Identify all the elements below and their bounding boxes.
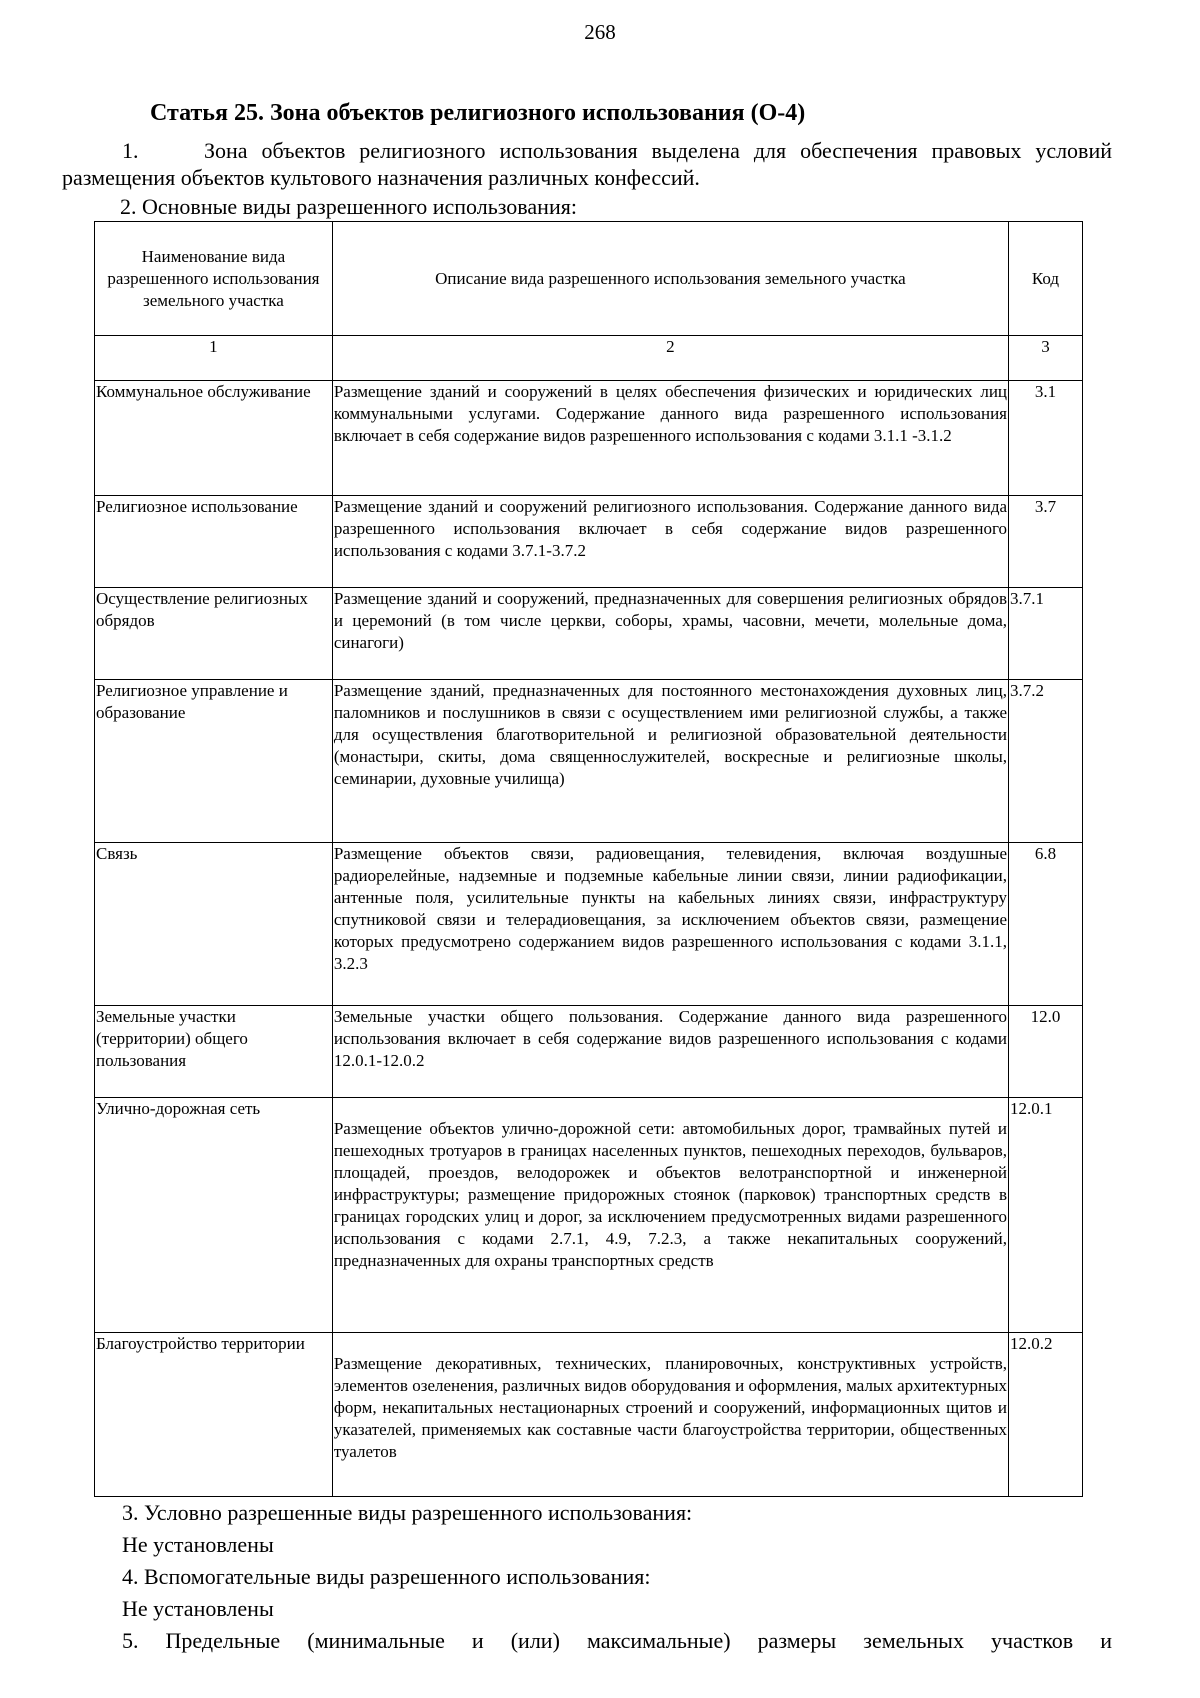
use-name: Земельные участки (территории) общего пользования [95, 1006, 333, 1098]
table-row [95, 680, 1083, 843]
paragraph-4-heading: 4. Вспомогательные виды разрешенного использования: [122, 1564, 651, 1589]
column-number: 1 [95, 336, 333, 381]
use-description: Размещение декоративных, технических, планировочных, конструктивных устройств, элементов озеленения, различных видов оборудования и оформления, малых архитектурных форм, некапитальных нестационарных строений и сооружений, информационных щитов и указателей, применяемых как составные части благоустройства территории, общественных туалетов [332, 1333, 1008, 1497]
use-description: Размещение зданий и сооружений в целях обеспечения физических и юридических лиц коммунальными услугами. Содержание данного вида разрешенного использования включает в себя содержание видов разрешенного использования с кодами 3.1.1 -3.1.2 [332, 381, 1008, 496]
use-name: Религиозное управление и образование [95, 680, 333, 843]
column-number: 2 [332, 336, 1008, 381]
table-row [95, 496, 1083, 588]
use-description: Земельные участки общего пользования. Содержание данного вида разрешенного использования включает в себя содержание видов разрешенного использования с кодами 12.0.1-12.0.2 [332, 1006, 1008, 1098]
column-number: 3 [1009, 336, 1083, 381]
table-row [95, 588, 1083, 680]
table-row [95, 381, 1083, 496]
paragraph-1-number: 1. [122, 138, 139, 163]
header-description: Описание вида разрешенного использования земельного участка [332, 222, 1008, 336]
use-name: Религиозное использование [95, 496, 333, 588]
table-row [95, 843, 1083, 1006]
table-row [95, 1333, 1083, 1497]
table-row [95, 1006, 1083, 1098]
use-description: Размещение зданий, предназначенных для постоянного местонахождения духовных лиц, паломников и послушников в связи с осуществлением ими религиозной службы, а также для осуществления благотворительной и религиозной образовательной деятельности (монастыри, скиты, дома священнослужителей, воскресные и религиозные школы, семинарии, духовные училища) [332, 680, 1008, 843]
permitted-uses-table [94, 221, 1083, 1497]
use-code: 12.0.1 [1009, 1098, 1083, 1333]
paragraph-1 [62, 137, 1112, 191]
paragraph-1-text: Зона объектов религиозного использования выделена для обеспечения правовых условий размещения объектов культового назначения различных конфессий. [62, 138, 1112, 190]
use-name: Улично-дорожная сеть [95, 1098, 333, 1333]
use-description: Размещение объектов улично-дорожной сети: автомобильных дорог, трамвайных путей и пешеходных тротуаров в границах населенных пунктов, пешеходных переходов, бульваров, площадей, проездов, велодорожек и объектов велотранспортной и инженерной инфраструктуры; размещение придорожных стоянок (парковок) транспортных средств в границах городских улиц и дорог, за исключением предусмотренных видами разрешенного использования с кодами 2.7.1, 4.9, 7.2.3, а также некапитальных сооружений, предназначенных для охраны транспортных средств [332, 1098, 1008, 1333]
use-description: Размещение зданий и сооружений, предназначенных для совершения религиозных обрядов и церемоний (в том числе церкви, соборы, храмы, часовни, мечети, молельные дома, синагоги) [332, 588, 1008, 680]
use-description: Размещение зданий и сооружений религиозного использования. Содержание данного вида разрешенного использования включает в себя содержание видов разрешенного использования с кодами 3.7.1-3.7.2 [332, 496, 1008, 588]
paragraph-3-heading: 3. Условно разрешенные виды разрешенного использования: [122, 1500, 693, 1525]
use-name: Связь [95, 843, 333, 1006]
header-name: Наименование вида разрешенного использования земельного участка [95, 222, 333, 336]
use-code: 12.0 [1009, 1006, 1083, 1098]
table-header-row [95, 222, 1083, 336]
use-code: 3.1 [1009, 381, 1083, 496]
use-name: Коммунальное обслуживание [95, 381, 333, 496]
paragraph-3-value: Не установлены [122, 1532, 274, 1557]
paragraph-5-heading: 5. Предельные (минимальные и (или) максимальные) размеры земельных участков и [122, 1628, 1112, 1653]
use-code: 3.7.2 [1009, 680, 1083, 843]
use-code: 3.7.1 [1009, 588, 1083, 680]
header-code: Код [1009, 222, 1083, 336]
paragraph-2-heading: 2. Основные виды разрешенного использования: [120, 194, 577, 219]
paragraph-4-value: Не установлены [122, 1596, 274, 1621]
page-number: 268 [584, 20, 616, 44]
article-title: Статья 25. Зона объектов религиозного использования (О-4) [150, 100, 806, 126]
use-description: Размещение объектов связи, радиовещания, телевидения, включая воздушные радиорелейные, надземные и подземные кабельные линии связи, линии радиофикации, антенные поля, усилительные пункты на кабельных линиях связи, инфраструктуру спутниковой связи и телерадиовещания, за исключением объектов связи, размещение которых предусмотрено содержанием видов разрешенного использования с кодами 3.1.1, 3.2.3 [332, 843, 1008, 1006]
column-number-row [95, 336, 1083, 381]
table-row [95, 1098, 1083, 1333]
use-name: Осуществление религиозных обрядов [95, 588, 333, 680]
use-name: Благоустройство территории [95, 1333, 333, 1497]
use-code: 3.7 [1009, 496, 1083, 588]
use-code: 6.8 [1009, 843, 1083, 1006]
use-code: 12.0.2 [1009, 1333, 1083, 1497]
